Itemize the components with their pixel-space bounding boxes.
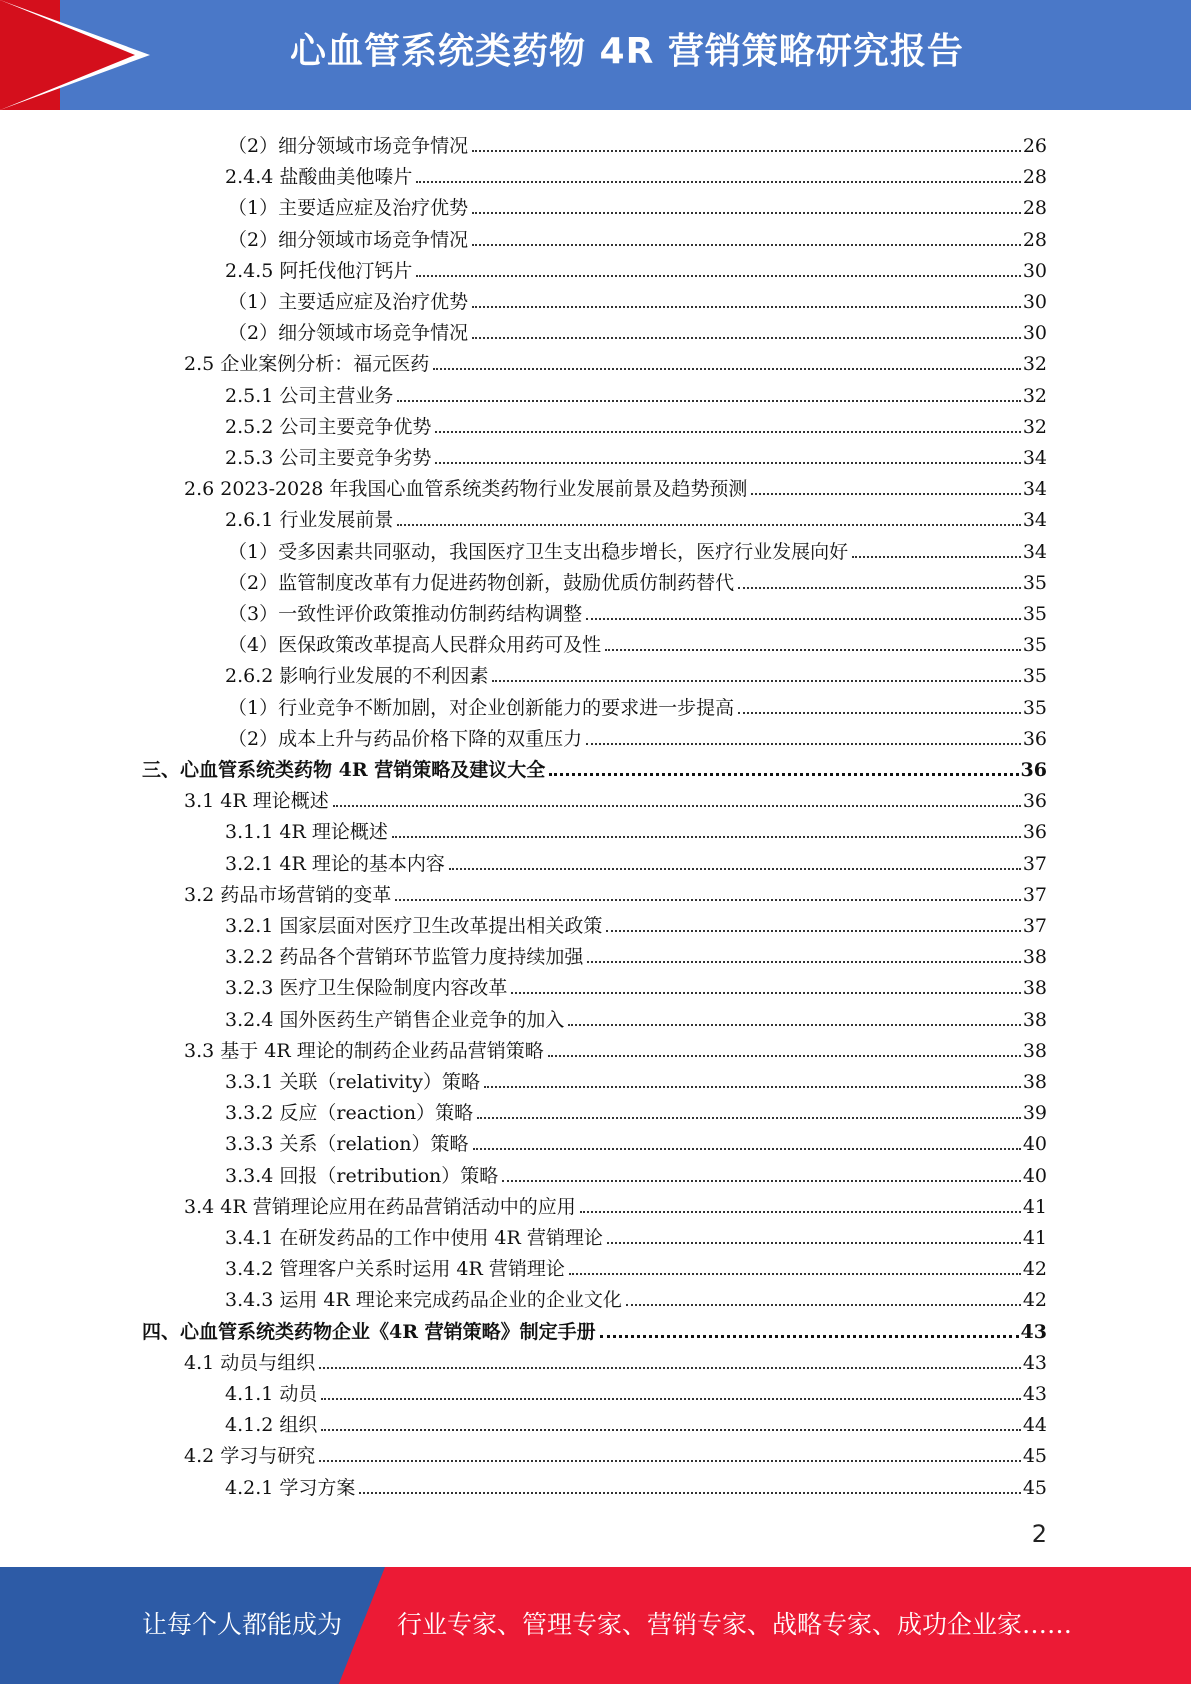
toc-entry[interactable] xyxy=(225,439,1047,470)
toc-entry-page: 36 xyxy=(1022,790,1047,813)
toc-dot-leader xyxy=(395,899,1021,901)
toc-entry[interactable] xyxy=(225,657,1047,688)
toc-dot-leader xyxy=(751,493,1020,495)
toc-entry-title: （2）细分领域市场竞争情况 xyxy=(228,135,469,157)
toc-entry-title: 3.2.2 药品各个营销环节监管力度持续加强 xyxy=(225,946,584,969)
toc-entry-title: （1）受多因素共同驱动，我国医疗卫生支出稳步增长，医疗行业发展向好 xyxy=(228,540,849,563)
toc-entry-page: 42 xyxy=(1022,1289,1047,1312)
toc-entry[interactable] xyxy=(228,595,1047,626)
toc-dot-leader xyxy=(492,680,1020,682)
toc-entry-page: 36 xyxy=(1022,727,1047,750)
toc-entry-page: 28 xyxy=(1022,228,1047,251)
toc-entry[interactable] xyxy=(225,1001,1047,1032)
page-header xyxy=(0,0,1191,110)
toc-entry-title: 3.3 基于 4R 理论的制药企业药品营销策略 xyxy=(184,1039,544,1062)
toc-entry-page: 44 xyxy=(1022,1414,1047,1437)
toc-entry-page: 42 xyxy=(1022,1258,1047,1281)
toc-entry-page: 30 xyxy=(1022,259,1047,282)
toc-entry[interactable] xyxy=(225,1125,1047,1156)
toc-entry[interactable] xyxy=(184,1188,1047,1219)
toc-entry-title: 3.1.1 4R 理论概述 xyxy=(225,821,388,844)
toc-entry-title: 3.3.4 回报（retribution）策略 xyxy=(225,1164,499,1187)
toc-entry-title: （1）行业竞争不断加剧，对企业创新能力的要求进一步提高 xyxy=(228,696,735,719)
toc-dot-leader xyxy=(435,431,1020,433)
toc-entry-title: （1）主要适应症及治疗优势 xyxy=(228,197,469,220)
toc-entry-page: 32 xyxy=(1022,415,1047,438)
toc-entry-title: （2）细分领域市场竞争情况 xyxy=(228,228,469,251)
toc-dot-leader xyxy=(472,212,1021,214)
toc-dot-leader xyxy=(738,587,1021,589)
toc-dot-leader xyxy=(586,743,1021,745)
toc-entry-page: 40 xyxy=(1022,1164,1047,1187)
toc-dot-leader xyxy=(321,1429,1020,1431)
toc-entry[interactable] xyxy=(225,969,1047,1000)
toc-dot-leader xyxy=(568,1024,1020,1026)
report-title: 心血管系统类药物 4R 营销策略研究报告 xyxy=(290,31,964,72)
toc-entry-title: 2.4.5 阿托伐他汀钙片 xyxy=(225,259,413,282)
toc-dot-leader xyxy=(472,150,1021,152)
toc-dot-leader xyxy=(435,462,1020,464)
toc-entry-page: 38 xyxy=(1022,1039,1047,1062)
toc-entry[interactable] xyxy=(225,813,1047,844)
toc-entry-title: （2）细分领域市场竞争情况 xyxy=(228,322,469,345)
toc-entry[interactable] xyxy=(184,1344,1047,1375)
toc-entry-title: 3.3.3 关系（relation）策略 xyxy=(225,1133,469,1156)
toc-entry-title: 三、心血管系统类药物 4R 营销策略及建议大全 xyxy=(142,759,546,781)
toc-entry-page: 41 xyxy=(1022,1227,1047,1249)
toc-entry-page: 43 xyxy=(1022,1383,1047,1405)
toc-dot-leader xyxy=(449,868,1021,870)
toc-entry[interactable] xyxy=(228,564,1047,595)
toc-entry-title: 4.2 学习与研究 xyxy=(184,1445,316,1468)
toc-entry-page: 34 xyxy=(1022,478,1047,501)
toc-entry-title: 2.4.4 盐酸曲美他嗪片 xyxy=(225,166,413,189)
toc-entry-page: 35 xyxy=(1022,634,1047,657)
toc-entry-page: 28 xyxy=(1022,166,1047,189)
toc-dot-leader xyxy=(605,649,1021,651)
toc-entry-page: 38 xyxy=(1022,1071,1047,1093)
toc-entry[interactable] xyxy=(225,252,1047,283)
toc-dot-leader xyxy=(319,1367,1021,1369)
toc-entry-page: 32 xyxy=(1022,353,1047,376)
page-footer xyxy=(0,1567,1191,1684)
toc-entry[interactable] xyxy=(225,907,1047,938)
toc-entry-page: 45 xyxy=(1022,1476,1047,1499)
toc-dot-leader xyxy=(607,1242,1021,1244)
toc-entry-page: 43 xyxy=(1020,1320,1047,1343)
toc-dot-leader xyxy=(484,1086,1021,1088)
toc-entry-page: 37 xyxy=(1022,915,1047,937)
toc-entry[interactable] xyxy=(184,782,1047,813)
toc-entry-title: 3.3.2 反应（reaction）策略 xyxy=(225,1102,474,1125)
toc-dot-leader xyxy=(321,1398,1020,1400)
toc-entry[interactable] xyxy=(228,720,1047,751)
toc-entry-page: 36 xyxy=(1022,821,1047,844)
toc-dot-leader xyxy=(477,1117,1021,1119)
toc-entry-page: 26 xyxy=(1022,135,1047,157)
toc-entry-title: 3.4.1 在研发药品的工作中使用 4R 营销理论 xyxy=(225,1227,603,1249)
toc-dot-leader xyxy=(549,773,1018,776)
toc-entry-title: 四、心血管系统类药物企业《4R 营销策略》制定手册 xyxy=(142,1320,596,1343)
toc-entry[interactable] xyxy=(228,314,1047,345)
toc-entry-page: 34 xyxy=(1022,509,1047,532)
footer-slogan-left: 让每个人都能成为 xyxy=(142,1610,343,1639)
toc-entry-title: 3.4 4R 营销理论应用在药品营销活动中的应用 xyxy=(184,1195,576,1218)
toc-entry-title: 3.4.3 运用 4R 理论来完成药品企业的企业文化 xyxy=(225,1289,622,1312)
toc-dot-leader xyxy=(606,930,1020,932)
toc-entry[interactable] xyxy=(142,751,1047,782)
toc-entry-page: 37 xyxy=(1022,852,1047,875)
toc-entry-title: 2.5.1 公司主营业务 xyxy=(225,384,394,407)
page-number: 2 xyxy=(1031,1520,1047,1548)
toc-entry[interactable] xyxy=(228,626,1047,657)
toc-entry-page: 45 xyxy=(1022,1445,1047,1468)
toc-entry[interactable] xyxy=(225,845,1047,876)
toc-entry-title: （2）监管制度改革有力促进药物创新，鼓励优质仿制药替代 xyxy=(228,571,735,594)
toc-entry[interactable] xyxy=(225,408,1047,439)
toc-entry[interactable] xyxy=(184,345,1047,376)
toc-entry-page: 38 xyxy=(1022,946,1047,969)
toc-entry-page: 35 xyxy=(1022,665,1047,688)
toc-dot-leader xyxy=(472,337,1021,339)
toc-entry-title: 3.4.2 管理客户关系时运用 4R 营销理论 xyxy=(225,1258,565,1281)
toc-dot-leader xyxy=(502,1180,1021,1182)
toc-dot-leader xyxy=(433,368,1021,370)
toc-entry[interactable] xyxy=(225,1469,1047,1500)
toc-dot-leader xyxy=(472,244,1021,246)
toc-entry-page: 30 xyxy=(1022,322,1047,345)
toc-entry-title: 3.2.4 国外医药生产销售企业竞争的加入 xyxy=(225,1008,565,1031)
toc-entry[interactable] xyxy=(225,1281,1047,1312)
toc-entry-title: （1）主要适应症及治疗优势 xyxy=(228,291,469,313)
toc-entry-title: 2.5.3 公司主要竞争劣势 xyxy=(225,447,432,469)
toc-entry-page: 35 xyxy=(1022,603,1047,625)
toc-entry-page: 28 xyxy=(1022,197,1047,220)
toc-dot-leader xyxy=(600,1335,1019,1338)
toc-entry-title: 2.6.1 行业发展前景 xyxy=(225,509,394,532)
toc-entry-title: 2.6.2 影响行业发展的不利因素 xyxy=(225,665,489,688)
toc-entry-title: 3.1 4R 理论概述 xyxy=(184,790,329,813)
toc-entry[interactable] xyxy=(228,689,1047,720)
toc-dot-leader xyxy=(397,400,1020,402)
toc-dot-leader xyxy=(472,306,1021,308)
toc-entry[interactable] xyxy=(184,1032,1047,1063)
toc-entry-page: 32 xyxy=(1022,384,1047,407)
toc-dot-leader xyxy=(586,618,1021,620)
toc-entry[interactable] xyxy=(142,1313,1047,1344)
toc-entry[interactable] xyxy=(228,189,1047,220)
toc-dot-leader xyxy=(473,1148,1021,1150)
toc-entry-title: 4.2.1 学习方案 xyxy=(225,1476,356,1499)
toc-entry-page: 41 xyxy=(1022,1195,1047,1218)
toc-dot-leader xyxy=(392,836,1021,838)
toc-dot-leader xyxy=(416,275,1020,277)
toc-entry[interactable] xyxy=(225,1219,1047,1250)
toc-dot-leader xyxy=(333,805,1021,807)
toc-dot-leader xyxy=(416,181,1020,183)
toc-entry-page: 35 xyxy=(1022,696,1047,719)
toc-dot-leader xyxy=(738,712,1021,714)
toc-entry[interactable] xyxy=(228,533,1047,564)
toc-entry-title: 3.3.1 关联（relativity）策略 xyxy=(225,1071,481,1093)
footer-slogan-right: 行业专家、管理专家、营销专家、战略专家、成功企业家…… xyxy=(397,1610,1073,1639)
toc-entry-page: 38 xyxy=(1022,1008,1047,1031)
toc-dot-leader xyxy=(548,1055,1021,1057)
toc-entry[interactable] xyxy=(225,501,1047,532)
toc-entry-page: 39 xyxy=(1022,1102,1047,1125)
toc-entry[interactable] xyxy=(228,127,1047,158)
toc-entry-title: 4.1.1 动员 xyxy=(225,1383,318,1405)
toc-dot-leader xyxy=(587,961,1020,963)
toc-entry-title: （3）一致性评价政策推动仿制药结构调整 xyxy=(228,603,583,625)
toc-entry[interactable] xyxy=(225,158,1047,189)
toc-entry[interactable] xyxy=(228,283,1047,314)
toc-entry[interactable] xyxy=(225,1063,1047,1094)
toc-dot-leader xyxy=(319,1460,1021,1462)
toc-entry-title: 2.6 2023-2028 年我国心血管系统类药物行业发展前景及趋势预测 xyxy=(184,478,748,501)
toc-entry-title: 2.5 企业案例分析：福元医药 xyxy=(184,353,430,376)
toc-entry-title: （2）成本上升与药品价格下降的双重压力 xyxy=(228,727,583,750)
toc-entry-page: 35 xyxy=(1022,571,1047,594)
toc-dot-leader xyxy=(569,1273,1021,1275)
toc-entry[interactable] xyxy=(225,938,1047,969)
toc-entry[interactable] xyxy=(225,1094,1047,1125)
toc-dot-leader xyxy=(397,524,1020,526)
toc-dot-leader xyxy=(580,1211,1021,1213)
header-arrow-icon xyxy=(0,0,135,110)
toc-entry-title: 2.5.2 公司主要竞争优势 xyxy=(225,415,432,438)
toc-entry[interactable] xyxy=(228,221,1047,252)
toc-entry-page: 43 xyxy=(1022,1351,1047,1374)
toc-entry-page: 40 xyxy=(1022,1133,1047,1156)
toc-entry-page: 38 xyxy=(1022,977,1047,1000)
toc-entry-title: 4.1.2 组织 xyxy=(225,1414,318,1437)
toc-entry-title: 3.2.1 国家层面对医疗卫生改革提出相关政策 xyxy=(225,915,603,937)
toc-entry-page: 36 xyxy=(1020,759,1047,781)
toc-entry-title: （4）医保政策改革提高人民群众用药可及性 xyxy=(228,634,602,657)
toc-entry-title: 3.2.3 医疗卫生保险制度内容改革 xyxy=(225,977,508,1000)
toc-entry-page: 34 xyxy=(1022,540,1047,563)
toc-entry[interactable] xyxy=(225,1375,1047,1406)
toc-dot-leader xyxy=(511,992,1020,994)
toc-entry-page: 34 xyxy=(1022,447,1047,469)
toc-entry[interactable] xyxy=(184,876,1047,907)
toc-dot-leader xyxy=(359,1492,1020,1494)
toc-entry[interactable] xyxy=(225,1406,1047,1437)
toc-entry-title: 3.2 药品市场营销的变革 xyxy=(184,883,392,906)
toc-entry-title: 4.1 动员与组织 xyxy=(184,1351,316,1374)
toc-entry[interactable] xyxy=(225,377,1047,408)
toc-entry[interactable] xyxy=(225,1157,1047,1188)
toc-entry[interactable] xyxy=(184,1437,1047,1468)
toc-dot-leader xyxy=(852,556,1021,558)
toc-entry-page: 37 xyxy=(1022,883,1047,906)
toc-entry[interactable] xyxy=(225,1250,1047,1281)
toc-entry[interactable] xyxy=(184,470,1047,501)
toc-entry-title: 3.2.1 4R 理论的基本内容 xyxy=(225,852,445,875)
toc-dot-leader xyxy=(626,1304,1021,1306)
toc-entry-page: 30 xyxy=(1022,291,1047,313)
